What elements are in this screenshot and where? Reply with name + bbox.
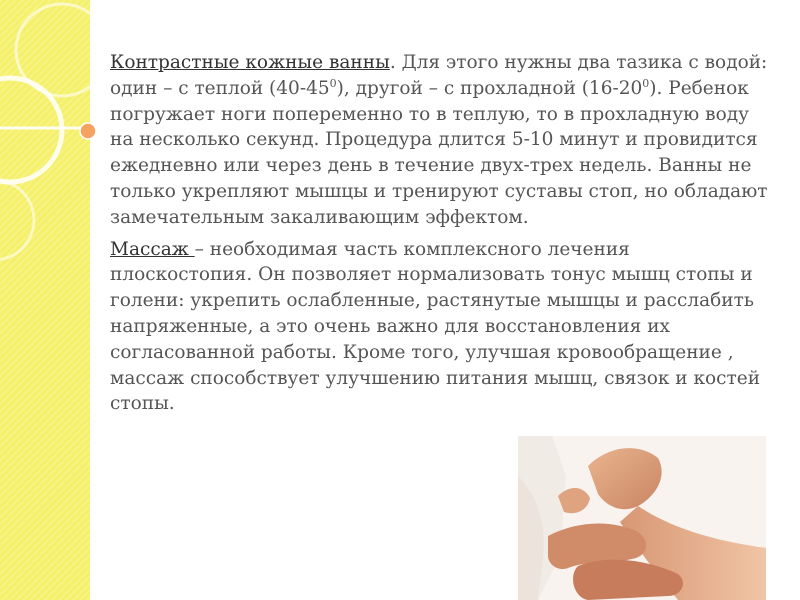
paragraph-contrast-baths: [110, 50, 770, 231]
paragraph1-text-a: . Для этого нужны два тазика с водой: один – с теплой (40-45: [110, 52, 768, 99]
paragraph-massage: [110, 237, 770, 418]
decorative-side-band: [0, 0, 90, 600]
degree-superscript: 0: [329, 76, 337, 90]
term-contrast-baths: Контрастные кожные ванны: [110, 52, 390, 73]
slide-text: [110, 50, 770, 423]
term-massage: Массаж: [110, 238, 195, 260]
paragraph1-text-c: ). Ребенок погружает ноги попеременно то в теплую, то в прохладную воду на несколько секунд. Процедура длится 5-10 минут и провидится ежедневно или через день в течение двух-трех недель. Ванны не только укрепляют мышцы и тренируют суставы стоп, но обладают замечательным закаливающим эффектом.: [110, 77, 768, 228]
degree-superscript: 0: [642, 76, 650, 90]
paragraph1-text-b: ), другой – с прохладной (16-20: [336, 77, 643, 99]
paragraph2-text: – необходимая часть комплексного лечения плоскостопия. Он позволяет нормализовать тонус мышц стопы и голени: укрепить ослабленные, растянутые мышцы и расслабить напряженные, а это очень важно для восстановления их согласованной работы. Кроме того, улучшая кровообращение , массаж способствует улучшению питания мышц, связок и костей стопы.: [110, 238, 761, 415]
foot-massage-photo: [518, 436, 766, 600]
